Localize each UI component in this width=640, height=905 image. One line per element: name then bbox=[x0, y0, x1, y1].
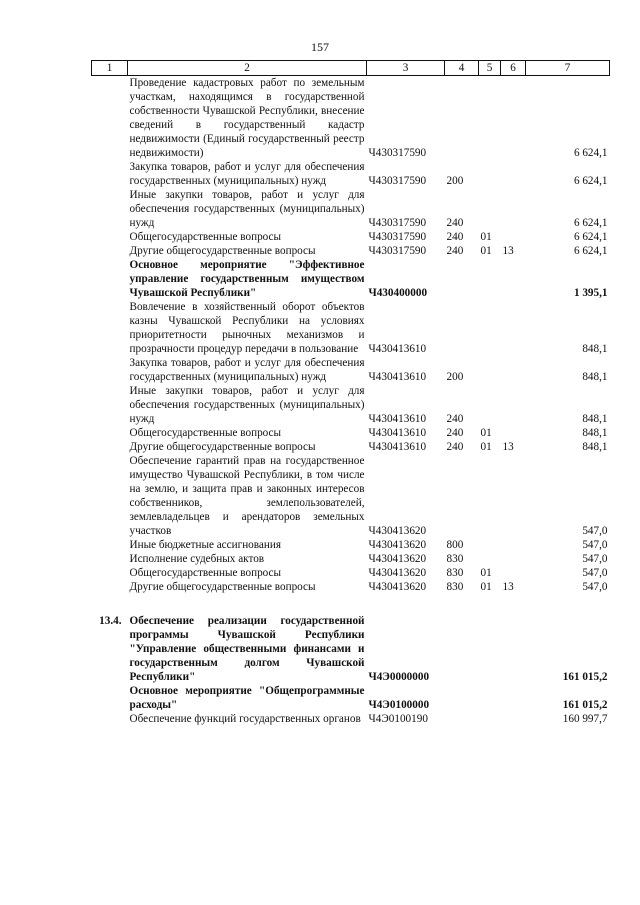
table-row bbox=[92, 188, 610, 230]
subsection-code bbox=[501, 230, 526, 244]
target-article-code: Ч430413610 bbox=[368, 427, 427, 439]
target-article-code: Ч430317590 bbox=[368, 245, 427, 257]
subsection-code bbox=[501, 356, 526, 384]
section-code bbox=[479, 188, 501, 230]
expense-type-code: 800 bbox=[446, 539, 464, 551]
column-number-row bbox=[92, 61, 610, 76]
row-description: Иные закупки товаров, работ и услуг для обеспечения государственных (муниципальных) нужд bbox=[129, 385, 365, 425]
amount: 6 624,1 bbox=[573, 147, 608, 159]
target-article-code: Ч430317590 bbox=[368, 217, 427, 229]
table-row bbox=[92, 356, 610, 384]
section-number bbox=[92, 594, 128, 614]
expense-type-code bbox=[445, 76, 479, 161]
row-description: Обеспечение реализации государственной программы Чувашской Республики "Управление общественными финансами и государственным долгом Чувашской Республики" bbox=[129, 615, 365, 683]
section-code bbox=[479, 594, 501, 614]
subsection-code bbox=[501, 566, 526, 580]
amount: 6 624,1 bbox=[573, 231, 608, 243]
table-row bbox=[92, 614, 610, 684]
section-number bbox=[92, 356, 128, 384]
target-article-code: Ч430400000 bbox=[368, 287, 428, 299]
amount: 547,0 bbox=[582, 553, 608, 565]
section-code bbox=[479, 684, 501, 712]
section-number bbox=[92, 454, 128, 538]
amount: 547,0 bbox=[582, 525, 608, 537]
expense-type-code: 240 bbox=[446, 427, 464, 439]
section-number bbox=[92, 230, 128, 244]
target-article-code: Ч430413610 bbox=[368, 413, 427, 425]
subsection-code bbox=[501, 426, 526, 440]
section-number bbox=[92, 552, 128, 566]
section-code bbox=[479, 300, 501, 356]
expense-type-code bbox=[445, 454, 479, 538]
row-description: Общегосударственные вопросы bbox=[129, 231, 282, 243]
amount: 848,1 bbox=[582, 413, 608, 425]
row-description: Закупка товаров, работ и услуг для обеспечения государственных (муниципальных) нужд bbox=[129, 357, 365, 383]
section-code bbox=[479, 356, 501, 384]
row-description: Обеспечение функций государственных органов bbox=[129, 713, 361, 725]
expense-type-code: 200 bbox=[446, 175, 464, 187]
target-article-code: Ч4Э0000000 bbox=[368, 671, 430, 683]
table-row bbox=[92, 76, 610, 161]
row-description: Проведение кадастровых работ по земельным участкам, находящимся в государственной собственности Чувашской Республики, внесение сведений в государственный кадастр недвижимости (Единый государственный реестр недвижимости) bbox=[129, 77, 365, 159]
expense-type-code bbox=[445, 614, 479, 684]
section-code bbox=[479, 538, 501, 552]
section-number bbox=[92, 258, 128, 300]
expense-type-code bbox=[445, 258, 479, 300]
table-row bbox=[92, 440, 610, 454]
row-description: Общегосударственные вопросы bbox=[129, 427, 282, 439]
subsection-code bbox=[501, 684, 526, 712]
subsection-code bbox=[501, 188, 526, 230]
expense-type-code: 830 bbox=[446, 553, 464, 565]
target-article-code: Ч4Э0100000 bbox=[368, 699, 430, 711]
col-5-header: 5 bbox=[479, 61, 501, 76]
section-number bbox=[92, 188, 128, 230]
expense-type-code: 240 bbox=[446, 245, 464, 257]
table-row bbox=[92, 566, 610, 580]
target-article-code: Ч430413620 bbox=[368, 553, 427, 565]
expense-type-code: 240 bbox=[446, 217, 464, 229]
section-code bbox=[479, 384, 501, 426]
subsection-code bbox=[501, 454, 526, 538]
amount: 6 624,1 bbox=[573, 175, 608, 187]
target-article-code: Ч430413620 bbox=[368, 567, 427, 579]
expense-type-code: 240 bbox=[446, 441, 464, 453]
expense-type-code bbox=[445, 300, 479, 356]
subsection-code bbox=[501, 552, 526, 566]
target-article-code: Ч430413610 bbox=[368, 441, 427, 453]
expense-type-code: 240 bbox=[446, 413, 464, 425]
section-number bbox=[92, 566, 128, 580]
expense-type-code bbox=[445, 594, 479, 614]
amount: 848,1 bbox=[582, 343, 608, 355]
section-number bbox=[92, 580, 128, 594]
amount: 1 395,1 bbox=[573, 287, 608, 299]
target-article-code: Ч430413620 bbox=[368, 525, 427, 537]
section-code: 01 bbox=[480, 231, 492, 243]
section-code bbox=[479, 160, 501, 188]
expense-type-code bbox=[445, 684, 479, 712]
subsection-code: 13 bbox=[502, 245, 514, 257]
col-2-header: 2 bbox=[128, 61, 367, 76]
section-number bbox=[92, 76, 128, 161]
subsection-code: 13 bbox=[502, 581, 514, 593]
table-row bbox=[92, 552, 610, 566]
amount: 848,1 bbox=[582, 427, 608, 439]
section-code bbox=[479, 712, 501, 726]
table-row bbox=[92, 684, 610, 712]
target-article-code: Ч430413620 bbox=[368, 581, 427, 593]
section-code bbox=[479, 454, 501, 538]
subsection-code bbox=[501, 76, 526, 161]
section-number: 13.4. bbox=[99, 615, 122, 627]
amount: 848,1 bbox=[582, 441, 608, 453]
target-article-code bbox=[367, 594, 445, 614]
subsection-code bbox=[501, 594, 526, 614]
amount: 6 624,1 bbox=[573, 217, 608, 229]
expense-type-code: 240 bbox=[446, 231, 464, 243]
target-article-code: Ч430317590 bbox=[368, 231, 427, 243]
expense-type-code: 830 bbox=[446, 581, 464, 593]
page-number: 157 bbox=[311, 40, 329, 54]
row-description: Другие общегосударственные вопросы bbox=[129, 441, 316, 453]
target-article-code: Ч4Э0100190 bbox=[368, 713, 428, 725]
table-row bbox=[92, 454, 610, 538]
section-number bbox=[92, 712, 128, 726]
section-number bbox=[92, 160, 128, 188]
section-code: 01 bbox=[480, 581, 492, 593]
target-article-code: Ч430413610 bbox=[368, 371, 427, 383]
section-number bbox=[92, 684, 128, 712]
amount: 547,0 bbox=[582, 567, 608, 579]
section-number bbox=[92, 384, 128, 426]
section-number bbox=[92, 426, 128, 440]
subsection-code bbox=[501, 300, 526, 356]
subsection-code bbox=[501, 160, 526, 188]
table-row bbox=[92, 580, 610, 594]
row-description: Вовлечение в хозяйственный оборот объектов казны Чувашской Республики на условиях приоритетности рыночных механизмов и прозрачности процедур передачи в пользование bbox=[129, 301, 365, 355]
target-article-code: Ч430413620 bbox=[368, 539, 427, 551]
subsection-code: 13 bbox=[502, 441, 514, 453]
row-description: Иные закупки товаров, работ и услуг для обеспечения государственных (муниципальных) нужд bbox=[129, 189, 365, 229]
row-description: Исполнение судебных актов bbox=[129, 553, 265, 565]
col-3-header: 3 bbox=[367, 61, 445, 76]
section-number bbox=[92, 440, 128, 454]
section-number bbox=[92, 244, 128, 258]
subsection-code bbox=[501, 538, 526, 552]
target-article-code: Ч430317590 bbox=[368, 147, 427, 159]
row-description: Обеспечение гарантий прав на государственное имущество Чувашской Республики, в том числе на землю, и защита прав и законных интересов собственников, землепользователей, землевладельцев и арендаторов земельных участков bbox=[129, 455, 365, 537]
budget-table bbox=[91, 60, 610, 726]
row-description: Другие общегосударственные вопросы bbox=[129, 245, 316, 257]
section-number bbox=[92, 300, 128, 356]
table-row bbox=[92, 300, 610, 356]
amount: 547,0 bbox=[582, 581, 608, 593]
section-code: 01 bbox=[480, 441, 492, 453]
row-description: Основное мероприятие "Общепрограммные расходы" bbox=[129, 685, 365, 711]
amount bbox=[526, 594, 610, 614]
row-description: Другие общегосударственные вопросы bbox=[129, 581, 316, 593]
section-code bbox=[479, 552, 501, 566]
subsection-code bbox=[501, 258, 526, 300]
amount: 6 624,1 bbox=[573, 245, 608, 257]
section-code bbox=[479, 76, 501, 161]
table-row bbox=[92, 230, 610, 244]
section-number bbox=[92, 538, 128, 552]
table-row bbox=[92, 384, 610, 426]
row-description: Основное мероприятие "Эффективное управление государственным имуществом Чувашской Республики" bbox=[129, 259, 365, 299]
subsection-code bbox=[501, 614, 526, 684]
amount: 160 997,7 bbox=[562, 713, 608, 725]
amount: 161 015,2 bbox=[562, 699, 608, 711]
col-6-header: 6 bbox=[501, 61, 526, 76]
row-description: Общегосударственные вопросы bbox=[129, 567, 282, 579]
subsection-code bbox=[501, 384, 526, 426]
expense-type-code: 830 bbox=[446, 567, 464, 579]
table-row bbox=[92, 426, 610, 440]
expense-type-code bbox=[445, 712, 479, 726]
table-row bbox=[92, 258, 610, 300]
amount: 848,1 bbox=[582, 371, 608, 383]
section-code: 01 bbox=[480, 427, 492, 439]
row-description: Иные бюджетные ассигнования bbox=[129, 539, 281, 551]
row-description bbox=[128, 594, 367, 614]
target-article-code: Ч430413610 bbox=[368, 343, 427, 355]
table-body bbox=[92, 76, 610, 727]
table-row bbox=[92, 594, 610, 614]
section-code: 01 bbox=[480, 567, 492, 579]
expense-type-code: 200 bbox=[446, 371, 464, 383]
section-code: 01 bbox=[480, 245, 492, 257]
col-7-header: 7 bbox=[526, 61, 610, 76]
amount: 547,0 bbox=[582, 539, 608, 551]
target-article-code: Ч430317590 bbox=[368, 175, 427, 187]
col-4-header: 4 bbox=[445, 61, 479, 76]
amount: 161 015,2 bbox=[562, 671, 608, 683]
row-description: Закупка товаров, работ и услуг для обеспечения государственных (муниципальных) нужд bbox=[129, 161, 365, 187]
table-row bbox=[92, 538, 610, 552]
table-row bbox=[92, 244, 610, 258]
section-code bbox=[479, 258, 501, 300]
col-1-header: 1 bbox=[92, 61, 128, 76]
table-row bbox=[92, 160, 610, 188]
section-code bbox=[479, 614, 501, 684]
subsection-code bbox=[501, 712, 526, 726]
table-row bbox=[92, 712, 610, 726]
